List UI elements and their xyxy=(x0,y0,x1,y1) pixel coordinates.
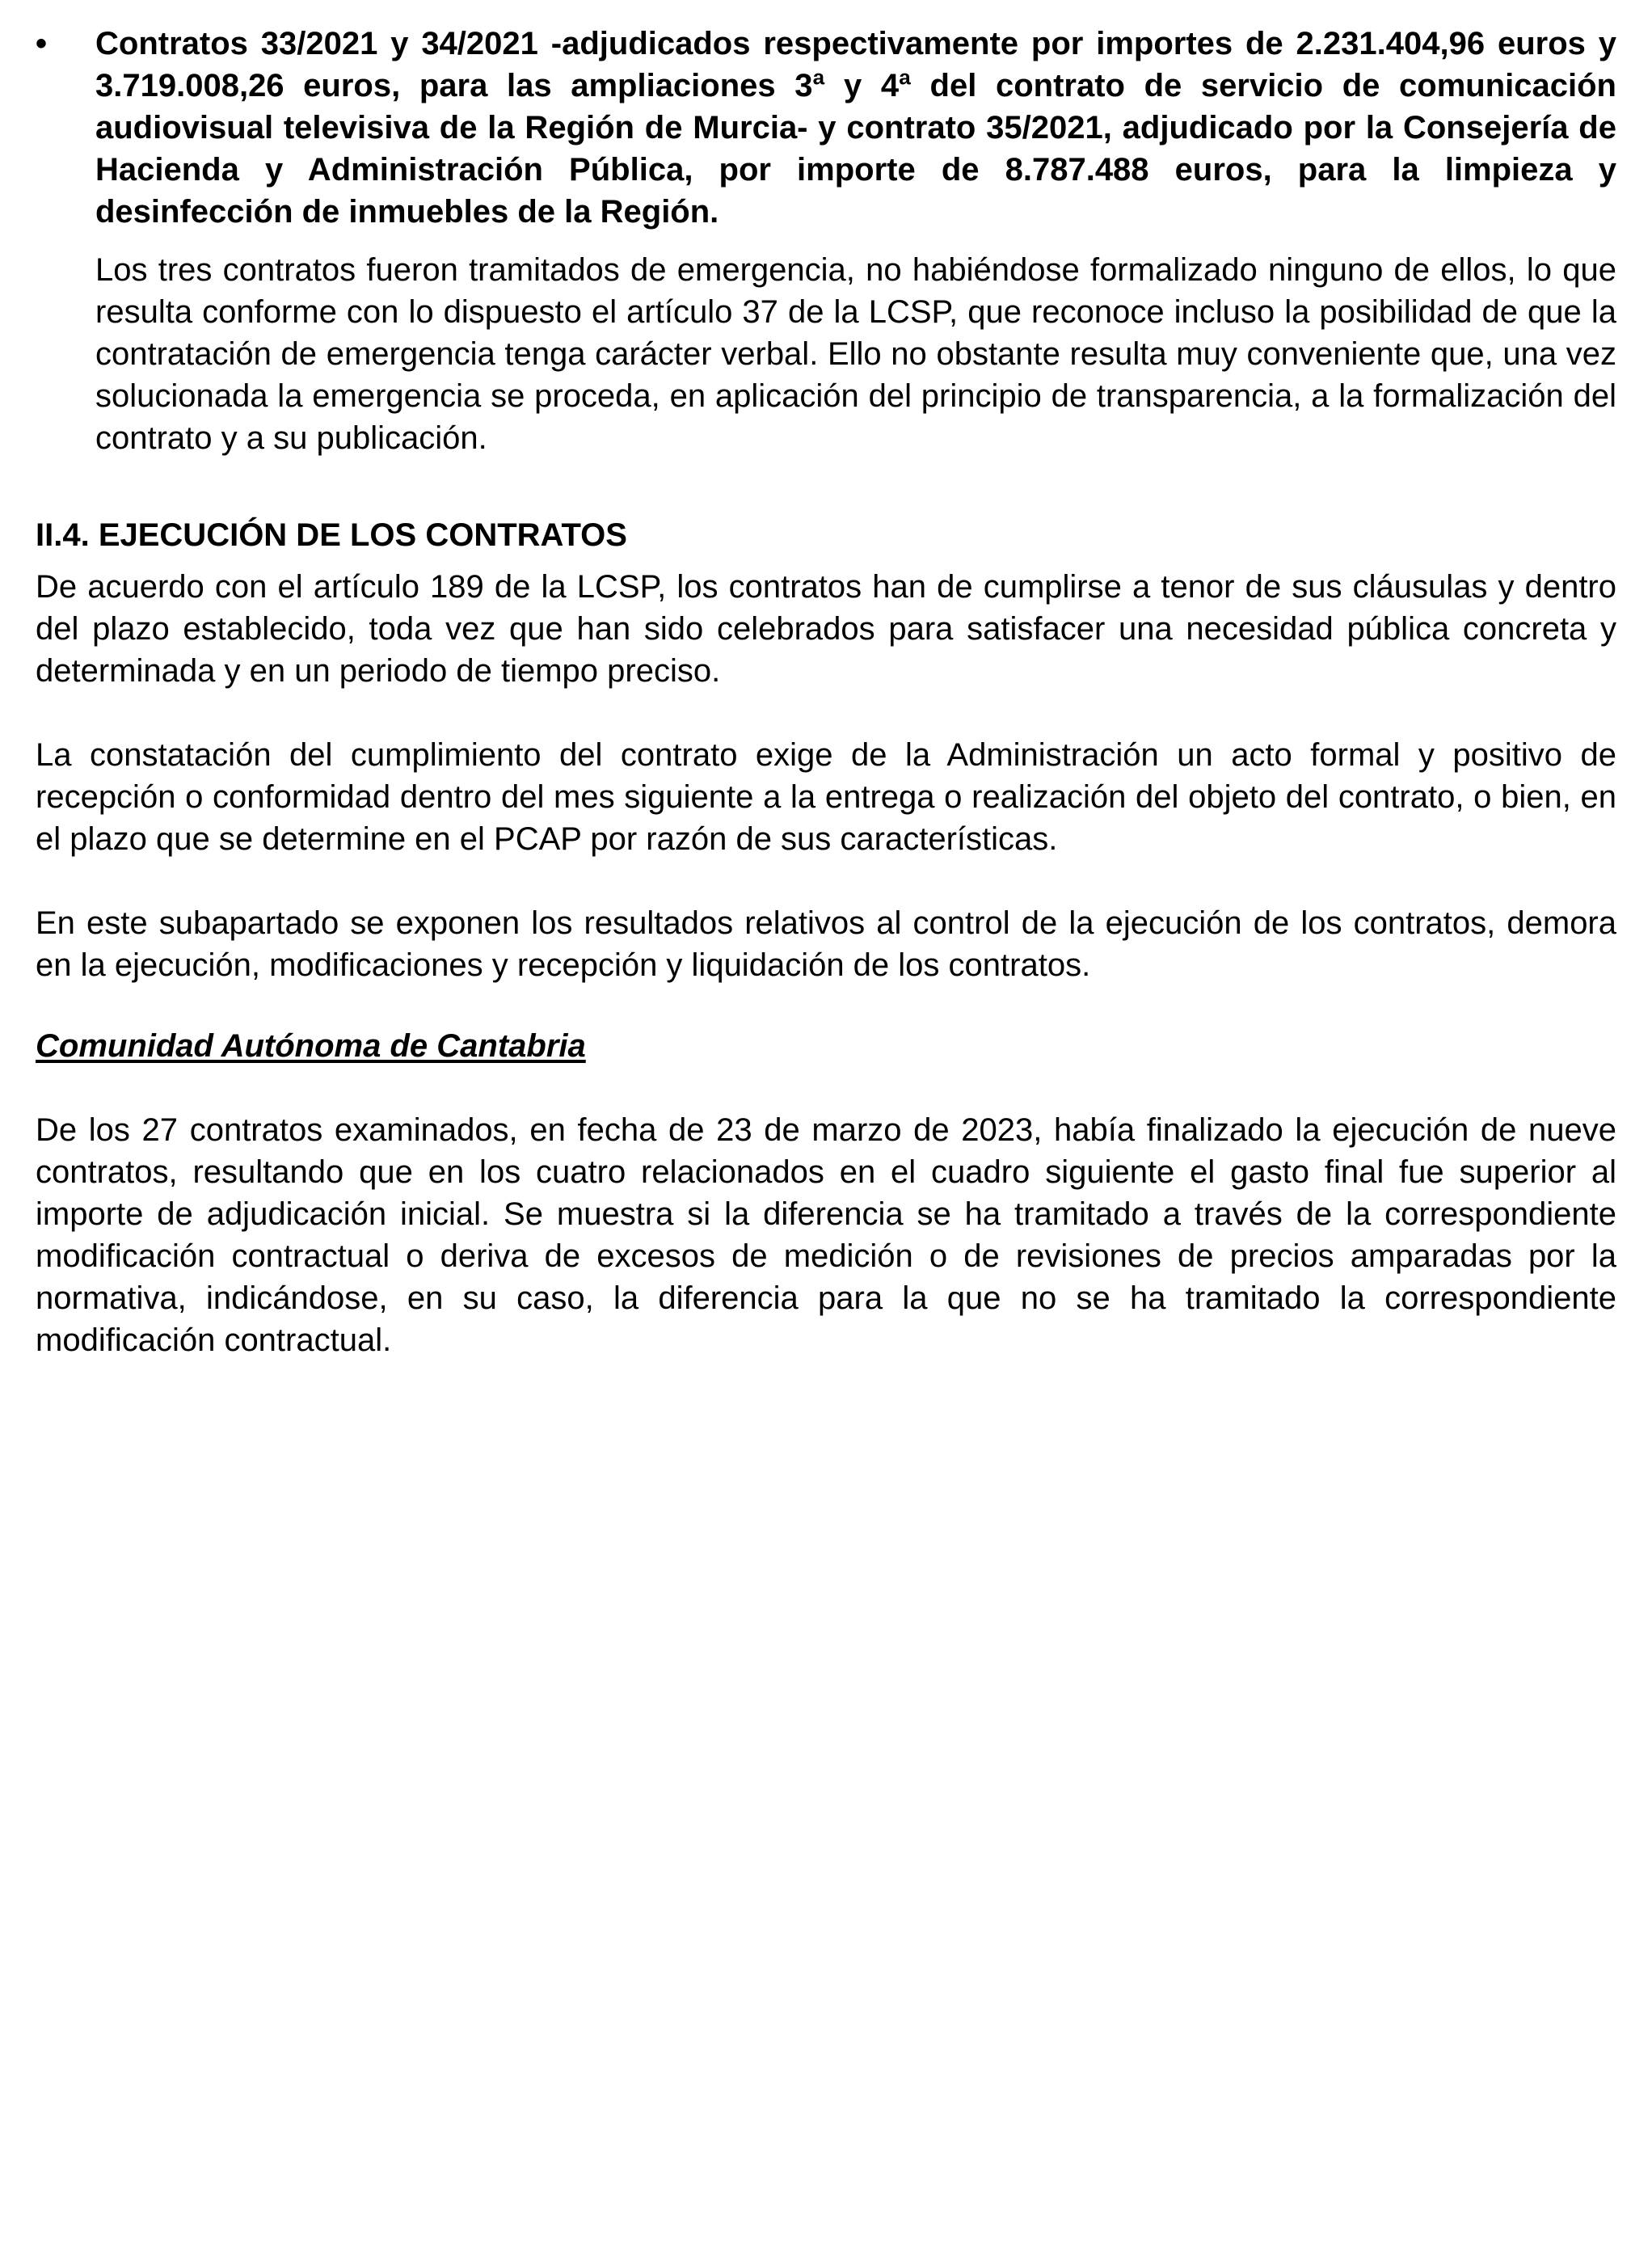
bullet-list-item xyxy=(36,23,1616,459)
bullet-follow-paragraph: Los tres contratos fueron tramitados de emergencia, no habiéndose formalizado ninguno de ellos, lo que resulta conforme con lo dispuesto el artículo 37 de la LCSP, que reconoce incluso la posibilidad de que la contratación de emergencia tenga carácter verbal. Ello no obstante resulta muy conveniente que, una vez solucionada la emergencia se proceda, en aplicación del principio de transparencia, a la formalización del contrato y a su publicación. xyxy=(95,252,1616,456)
section-paragraph-2: La constatación del cumplimiento del contrato exige de la Administración un acto formal y positivo de recepción o conformidad dentro del mes siguiente a la entrega o realización del objeto del contrato, o bien, en el plazo que se determine en el PCAP por razón de sus características. xyxy=(36,737,1616,857)
document-page xyxy=(36,23,1616,1361)
bullet-marker: • xyxy=(36,26,48,61)
subsection-paragraph: De los 27 contratos examinados, en fecha de 23 de marzo de 2023, había finalizado la ejecución de nueve contratos, resultando que en los cuatro relacionados en el cuadro siguiente el gasto final fue superior al importe de adjudicación inicial. Se muestra si la diferencia se ha tramitado a través de la correspondiente modificación contractual o deriva de excesos de medición o de revisiones de precios amparadas por la normativa, indicándose, en su caso, la diferencia para la que no se ha tramitado la correspondiente modificación contractual. xyxy=(36,1112,1616,1358)
section-heading: II.4. EJECUCIÓN DE LOS CONTRATOS xyxy=(36,517,627,553)
section-paragraph-3: En este subapartado se exponen los resultados relativos al control de la ejecución de los contratos, demora en la ejecución, modificaciones y recepción y liquidación de los contratos. xyxy=(36,905,1616,983)
subsection-title: Comunidad Autónoma de Cantabria xyxy=(36,1028,586,1064)
section-paragraph-1: De acuerdo con el artículo 189 de la LCSP, los contratos han de cumplirse a tenor de sus cláusulas y dentro del plazo establecido, toda vez que han sido celebrados para satisfacer una necesidad pública concreta y determinada y en un periodo de tiempo preciso. xyxy=(36,569,1616,689)
bullet-text: Contratos 33/2021 y 34/2021 -adjudicados respectivamente por importes de 2.231.404,96 euros y 3.719.008,26 euros, para las ampliaciones 3ª y 4ª del contrato de servicio de comunicación audiovisual televisiva de la Región de Murcia- y contrato 35/2021, adjudicado por la Consejería de Hacienda y Administración Pública, por importe de 8.787.488 euros, para la limpieza y desinfección de inmuebles de la Región. xyxy=(95,26,1616,230)
